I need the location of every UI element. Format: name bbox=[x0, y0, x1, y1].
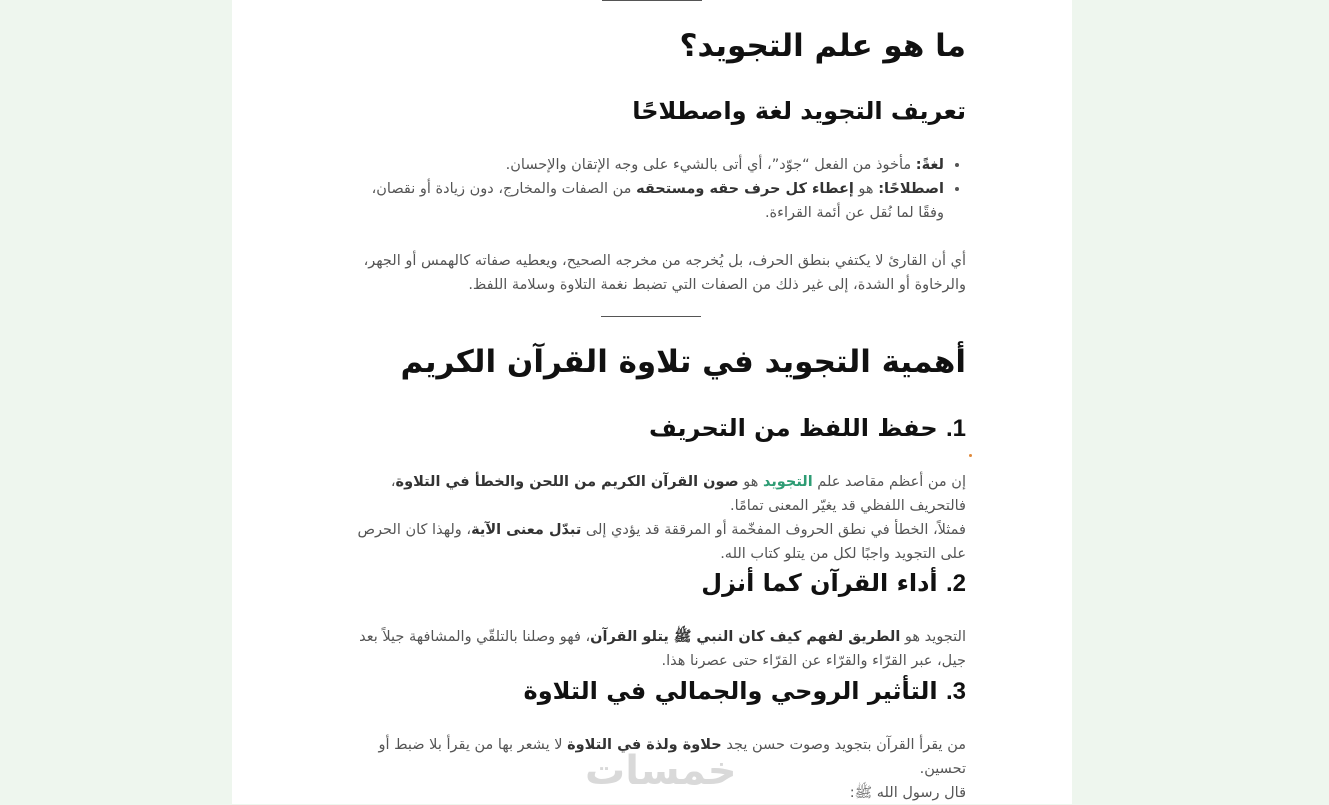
term-technical: اصطلاحًا: bbox=[878, 181, 944, 197]
list-item: • اصطلاحًا: هو إعطاء كل حرف حقه ومستحقه من الصفات والمخارج، دون زيادة أو نقصان، وفقًا لما نُقل عن أئمة القراءة. bbox=[343, 177, 944, 225]
heading-item-3: 3. التأثير الروحي والجمالي في التلاوة bbox=[523, 677, 966, 705]
section-title-what-is-tajweed: ما هو علم التجويد؟ bbox=[679, 28, 966, 64]
item-2-paragraph: التجويد هو الطريق لفهم كيف كان النبي ﷺ يتلو القرآن، فهو وصلنا بالتلقّي والمشافهة جيلاً بعد جيل، عبر القرّاء والقرّاء عن القرّاء حتى عصرنا هذا. bbox=[359, 629, 966, 669]
explanation-paragraph: أي أن القارئ لا يكتفي بنطق الحرف، بل يُخرجه من مخرجه الصحيح، ويعطيه صفاته كالهمس أو الجهر، والرخاوة أو الشدة، إلى غير ذلك من الصفات التي تضبط نغمة التلاوة وسلامة اللفظ. bbox=[363, 253, 966, 293]
definition-highlight: إعطاء كل حرف حقه ومستحقه bbox=[636, 181, 854, 197]
hadith-intro: قال رسول الله ﷺ: bbox=[849, 785, 966, 801]
definition-linguistic: مأخوذ من الفعل “جوّد”، أي أتى بالشيء على وجه الإتقان والإحسان. bbox=[505, 157, 916, 173]
list-item bbox=[343, 153, 944, 177]
section-title-importance: أهمية التجويد في تلاوة القرآن الكريم bbox=[400, 344, 966, 380]
article-page bbox=[232, 0, 1072, 804]
section-divider bbox=[601, 316, 701, 317]
heading-item-1: 1. حفظ اللفظ من التحريف bbox=[648, 414, 966, 442]
item-1-paragraph: إن من أعظم مقاصد علم التجويد هو صون القرآن الكريم من اللحن والخطأ في التلاوة، فالتحريف اللفظي قد يغيّر المعنى تمامًا. فمثلاً، الخطأ في نطق الحروف المفخّمة أو المرققة قد يؤدي إلى تبدّل معنى الآية، ولهذا كان الحرص على التجويد واجبًا لكل من يتلو كتاب الله. bbox=[357, 474, 966, 562]
khamsat-watermark: خمسات bbox=[585, 748, 737, 794]
top-divider bbox=[602, 0, 702, 1]
definition-list bbox=[343, 153, 966, 225]
subtitle-definition: تعريف التجويد لغة واصطلاحًا bbox=[632, 97, 966, 125]
tajweed-link[interactable]: التجويد bbox=[762, 474, 813, 490]
bullet-dot bbox=[969, 454, 972, 457]
heading-item-2: 2. أداء القرآن كما أنزل bbox=[701, 569, 966, 597]
term-linguistic: لغةً: bbox=[915, 157, 944, 173]
item-3-paragraph: من يقرأ القرآن بتجويد وصوت حسن يجد حلاوة ولذة في التلاوة لا يشعر بها من يقرأ بلا ضبط أو تحسين. قال رسول الله ﷺ: bbox=[378, 737, 966, 801]
